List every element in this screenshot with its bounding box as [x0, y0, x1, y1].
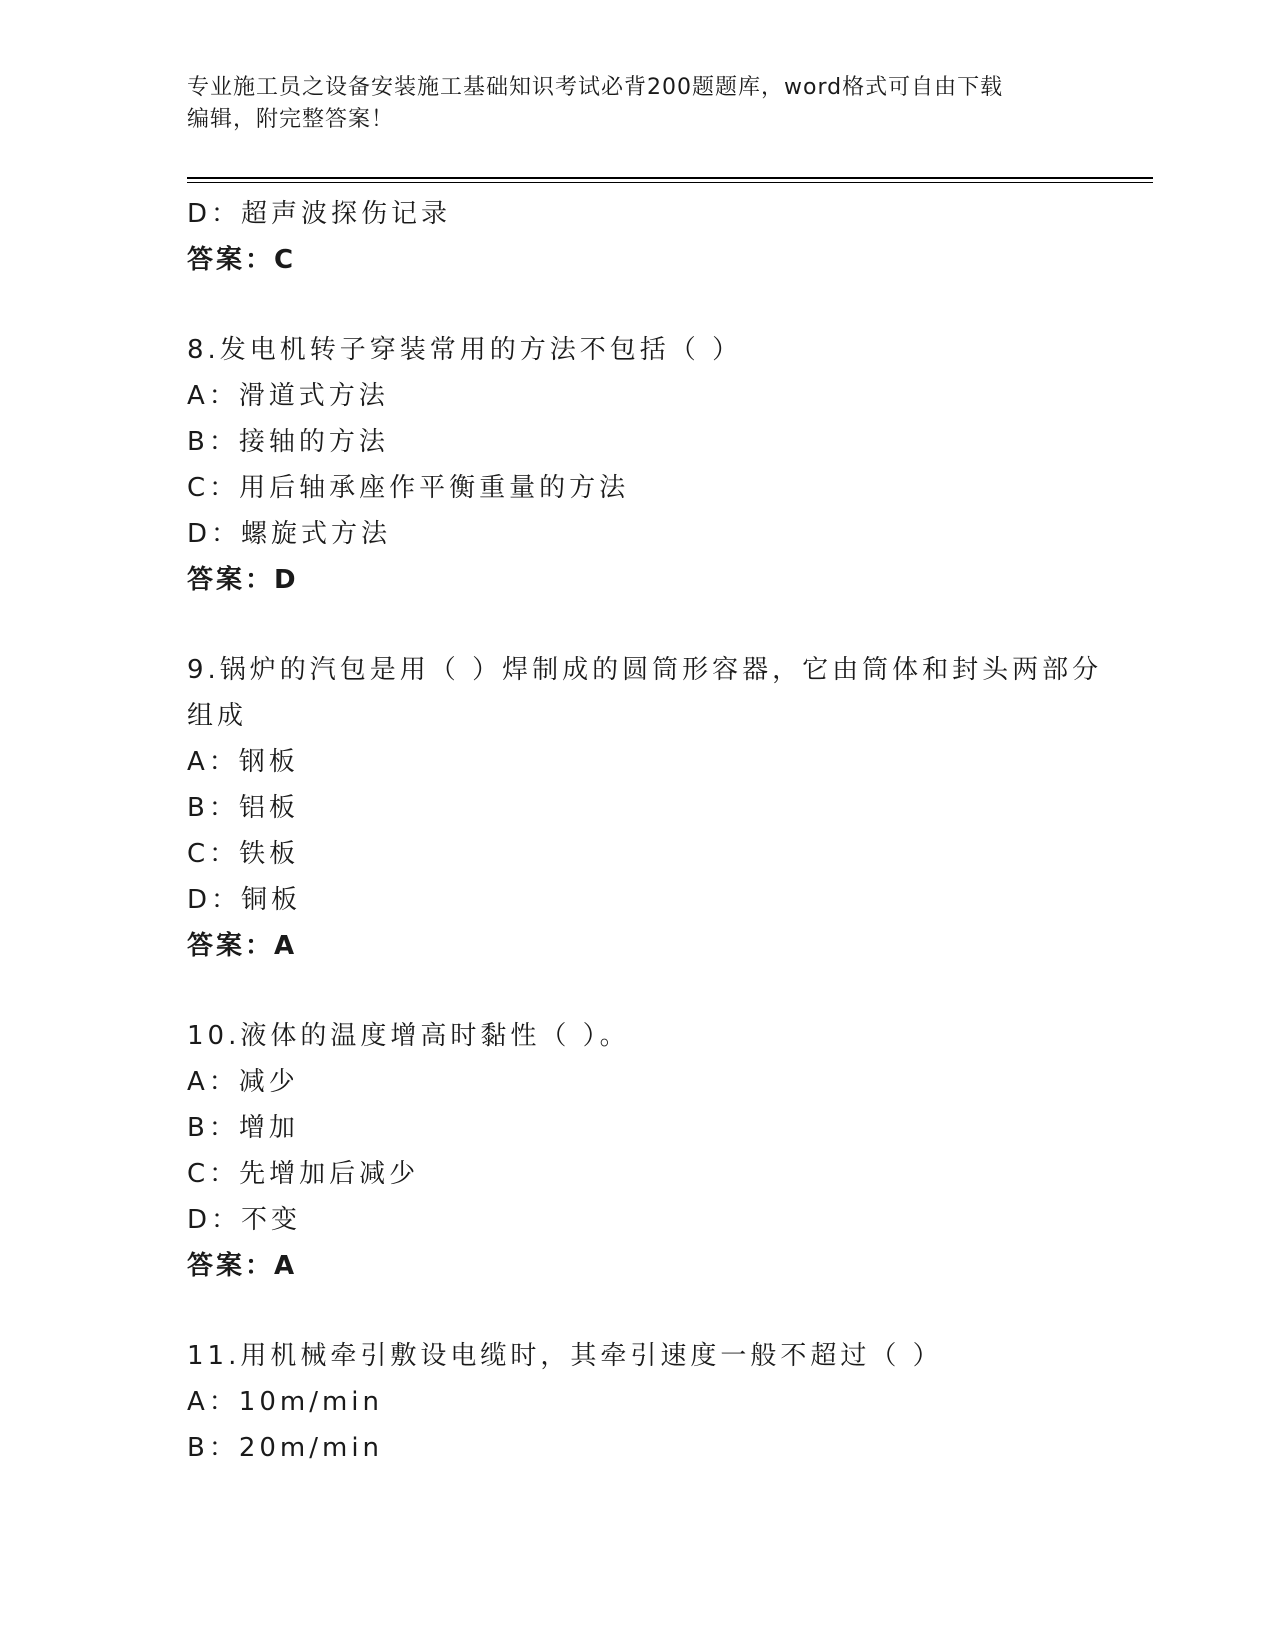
option-a: A：减少	[187, 1067, 299, 1097]
question-stem: 8.发电机转子穿装常用的方法不包括（ ）	[187, 335, 743, 365]
question-stem: 10.液体的温度增高时黏性（ ）。	[187, 1021, 630, 1051]
option-b: B：铝板	[187, 793, 299, 823]
question-stem: 9.锅炉的汽包是用（ ）焊制成的圆筒形容器，它由筒体和封头两部分	[187, 655, 1103, 685]
header-divider-thin	[187, 182, 1153, 183]
document-header	[187, 72, 1087, 136]
option-d: D：铜板	[187, 885, 302, 915]
question-8	[187, 327, 1087, 603]
option-d: D：螺旋式方法	[187, 519, 392, 549]
prev-question-tail	[187, 191, 1087, 283]
question-stem-continued: 组成	[187, 701, 248, 731]
answer-line: 答案：D	[187, 565, 299, 595]
option-b: B：增加	[187, 1113, 299, 1143]
question-stem: 11.用机械牵引敷设电缆时，其牵引速度一般不超过（ ）	[187, 1341, 943, 1371]
option-d: D：不变	[187, 1205, 302, 1235]
question-11	[187, 1333, 1087, 1471]
question-list	[187, 191, 1103, 1471]
option-c: C：先增加后减少	[187, 1159, 420, 1189]
option-d: D：超声波探伤记录	[187, 199, 452, 229]
option-b: B：20m/min	[187, 1433, 384, 1463]
option-b: B：接轴的方法	[187, 427, 389, 457]
answer-line: 答案：A	[187, 931, 298, 961]
option-c: C：用后轴承座作平衡重量的方法	[187, 473, 630, 503]
option-a: A：滑道式方法	[187, 381, 389, 411]
answer-line: 答案：A	[187, 1251, 298, 1281]
header-divider-thick	[187, 177, 1153, 179]
header-line-1: 专业施工员之设备安装施工基础知识考试必背200题题库，word格式可自由下载	[187, 75, 1004, 100]
question-10	[187, 1013, 1087, 1289]
answer-line: 答案：C	[187, 245, 297, 275]
option-c: C：铁板	[187, 839, 300, 869]
option-a: A：钢板	[187, 747, 299, 777]
question-9	[187, 647, 1103, 969]
option-a: A：10m/min	[187, 1387, 383, 1417]
header-line-2: 编辑，附完整答案！	[187, 107, 395, 132]
